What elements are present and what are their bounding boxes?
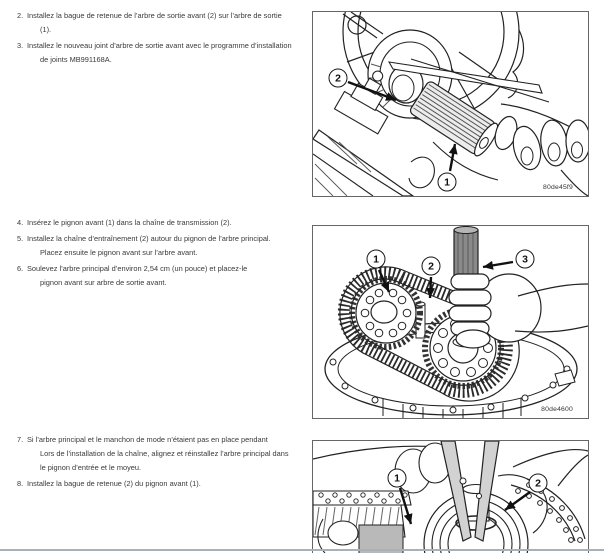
instruction-line [17,433,311,447]
instruction-line [17,9,311,23]
instruction-item [17,433,311,475]
instruction-text: Insérez le pignon avant (1) dans la chaîne de transmission (2). [27,218,232,227]
figure-code: 80de45f9 [543,184,573,191]
instruction-text: Si l’arbre principal et le manchon de mode n’étaient pas en place pendant [27,435,268,444]
instruction-line [17,232,311,246]
instruction-line: de joints MB991168A. [40,55,112,64]
callout-badge: 2 [329,69,348,88]
callout-badge: 2 [529,474,548,493]
figure-drive-chain [312,225,589,419]
instruction-line [17,216,311,230]
instruction-line: Placez ensuite le pignon avant sur l’arbre avant. [40,248,198,257]
snap-ring-illustration [313,441,588,553]
drive-chain-illustration [313,226,588,418]
instruction-number: 6. [17,264,24,273]
callout-badge: 1 [367,250,386,269]
instruction-number: 3. [17,41,24,50]
instruction-number: 5. [17,234,24,243]
instruction-text: Installez la chaîne d’entraînement (2) autour du pignon de l’arbre principal. [27,234,271,243]
instruction-text: Installez la bague de retenue (2) du pignon avant (1). [27,479,201,488]
instruction-number: 4. [17,218,24,227]
instruction-item [17,232,311,260]
figure-output-shaft-seal [312,11,589,197]
instruction-item [17,9,311,37]
instruction-number: 7. [17,435,24,444]
callout-badge: 1 [438,173,457,192]
instruction-line: le pignon d’entrée et le moyeu. [40,463,142,472]
callout-badge: 1 [388,469,407,488]
figure-snap-ring-pliers [312,440,589,553]
callout-badge: 2 [422,257,441,276]
instruction-group-top [17,9,311,69]
instruction-item [17,39,311,67]
instruction-text: Installez le nouveau joint d’arbre de sortie avant avec le programme d’installation [27,41,292,50]
instruction-line: (1). [40,25,52,34]
instruction-item [17,216,311,230]
instruction-text: Installez la bague de retenue de l’arbre de sortie avant (2) sur l’arbre de sortie [27,11,282,20]
instruction-number: 2. [17,11,24,20]
instruction-group-bottom [17,433,311,493]
figure-code: 80de4600 [541,406,573,413]
instruction-item [17,262,311,290]
instruction-line: pignon avant sur arbre de sortie avant. [40,278,167,287]
instruction-number: 8. [17,479,24,488]
instruction-item [17,477,311,491]
instruction-line: Lors de l’installation de la chaîne, alignez et réinstallez l’arbre principal dans [40,449,289,458]
instruction-text: Soulevez l’arbre principal d’environ 2,54 cm (un pouce) et placez-le [27,264,248,273]
instruction-group-middle [17,216,311,292]
window-bottom-edge [0,549,604,551]
output-shaft-seal-illustration [313,12,588,196]
callout-badge: 3 [516,250,535,269]
instruction-line [17,39,311,53]
instruction-line [17,477,311,491]
instruction-line [17,262,311,276]
